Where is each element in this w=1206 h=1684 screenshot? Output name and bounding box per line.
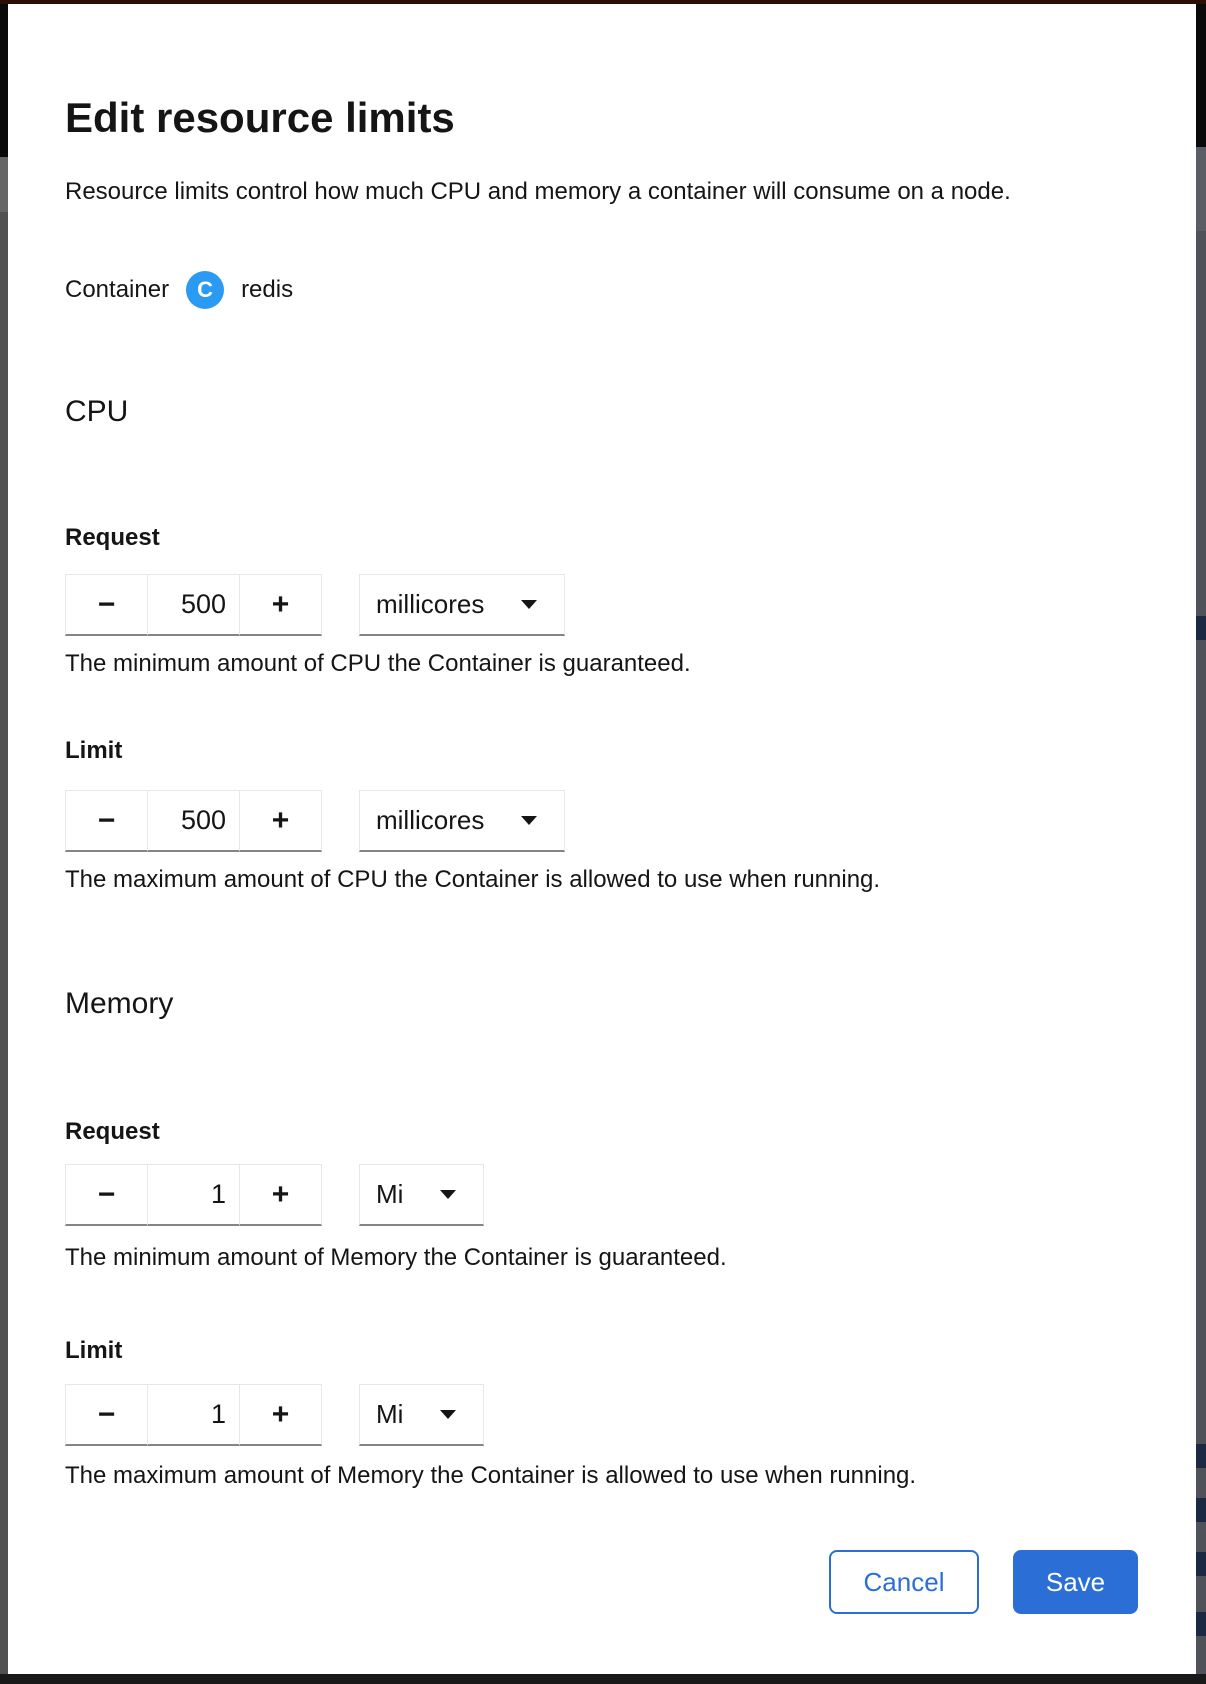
memory-request-value-cell <box>147 1164 240 1226</box>
memory-limit-value-cell <box>147 1384 240 1446</box>
modal-description: Resource limits control how much CPU and memory a container will consume on a node. <box>65 178 1011 205</box>
background-text-fragment <box>1196 616 1206 640</box>
cpu-limit-label: Limit <box>65 737 123 764</box>
background-text-fragment <box>1196 1612 1206 1636</box>
memory-request-stepper <box>65 1164 322 1226</box>
background-left-strip <box>0 4 8 1684</box>
container-badge-icon: C <box>186 271 224 309</box>
background-text-fragment <box>1196 1444 1206 1468</box>
save-button[interactable]: Save <box>1013 1550 1138 1614</box>
unit-select-value: millicores <box>376 589 485 619</box>
memory-limit-input-row <box>65 1384 484 1446</box>
cpu-request-value-cell <box>147 574 240 636</box>
container-name: redis <box>241 276 294 303</box>
cpu-limit-stepper <box>65 790 322 852</box>
memory-request-input[interactable] <box>148 1165 239 1224</box>
cpu-request-label: Request <box>65 524 160 551</box>
minus-button[interactable]: − <box>65 1164 148 1226</box>
caret-down-icon <box>521 600 537 609</box>
plus-button[interactable]: + <box>239 1164 322 1226</box>
plus-button[interactable]: + <box>239 790 322 852</box>
cpu-limit-help-text: The maximum amount of CPU the Container is allowed to use when running. <box>65 866 881 893</box>
background-text-fragment <box>1196 1552 1206 1576</box>
minus-button[interactable]: − <box>65 790 148 852</box>
section-heading-memory: Memory <box>65 987 174 1020</box>
unit-select-value: millicores <box>376 805 485 835</box>
background-left-dark-block <box>0 4 8 157</box>
background-right-strip <box>1196 4 1206 1674</box>
memory-limit-unit-select[interactable] <box>359 1384 484 1446</box>
cpu-limit-unit-select[interactable] <box>359 790 565 852</box>
modal-footer <box>65 1550 1138 1614</box>
memory-limit-label: Limit <box>65 1337 123 1364</box>
modal-title: Edit resource limits <box>65 94 455 142</box>
caret-down-icon <box>440 1410 456 1419</box>
cancel-button[interactable]: Cancel <box>829 1550 979 1614</box>
memory-request-unit-select[interactable] <box>359 1164 484 1226</box>
cpu-request-input-row <box>65 574 565 636</box>
memory-request-help-text: The minimum amount of Memory the Container is guaranteed. <box>65 1244 727 1271</box>
minus-button[interactable]: − <box>65 574 148 636</box>
background-bottom-strip <box>0 1674 1206 1684</box>
caret-down-icon <box>440 1190 456 1199</box>
background-left-light-block <box>0 157 8 212</box>
background-right-dark-block <box>1196 4 1206 147</box>
minus-button[interactable]: − <box>65 1384 148 1446</box>
memory-limit-input[interactable] <box>148 1385 239 1444</box>
unit-select-value: Mi <box>376 1179 404 1209</box>
memory-limit-stepper <box>65 1384 322 1446</box>
cpu-request-input[interactable] <box>148 575 239 634</box>
cpu-limit-input-row <box>65 790 565 852</box>
background-top-strip <box>0 0 1206 4</box>
section-heading-cpu: CPU <box>65 395 129 428</box>
caret-down-icon <box>521 816 537 825</box>
memory-request-label: Request <box>65 1118 160 1145</box>
cpu-request-help-text: The minimum amount of CPU the Container is guaranteed. <box>65 650 691 677</box>
memory-limit-help-text: The maximum amount of Memory the Container is allowed to use when running. <box>65 1462 917 1489</box>
unit-select-value: Mi <box>376 1399 404 1429</box>
background-right-light-block <box>1196 147 1206 231</box>
cpu-request-stepper <box>65 574 322 636</box>
memory-request-input-row <box>65 1164 484 1226</box>
cpu-request-unit-select[interactable] <box>359 574 565 636</box>
plus-button[interactable]: + <box>239 574 322 636</box>
container-label: Container <box>65 276 170 303</box>
cpu-limit-input[interactable] <box>148 791 239 850</box>
plus-button[interactable]: + <box>239 1384 322 1446</box>
container-row <box>65 268 293 312</box>
background-text-fragment <box>1196 1498 1206 1522</box>
cpu-limit-value-cell <box>147 790 240 852</box>
